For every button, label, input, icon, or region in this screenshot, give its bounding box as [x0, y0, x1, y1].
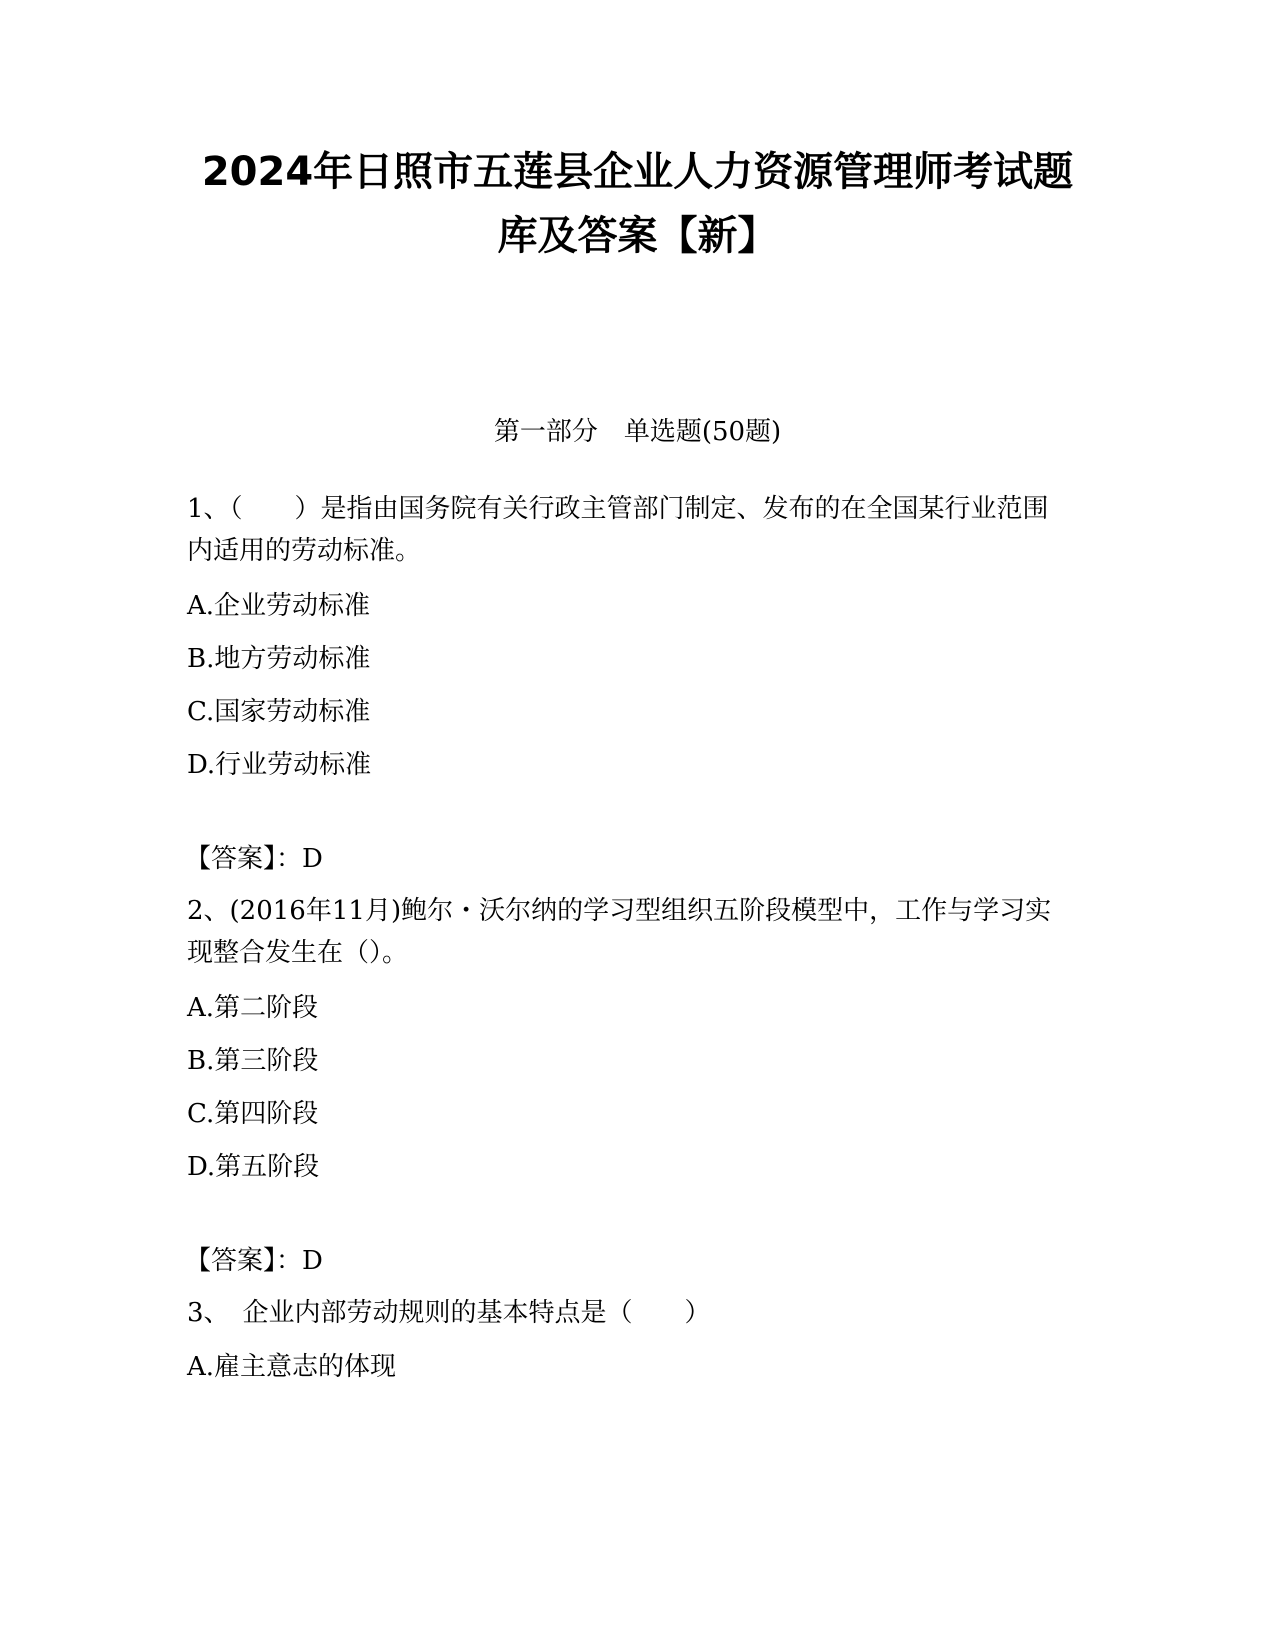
document-title [0, 140, 1275, 268]
question-1-option-a: A.企业劳动标准 [187, 591, 371, 621]
question-2-option-a: A.第二阶段 [187, 993, 319, 1023]
question-1-option-c: C.国家劳动标准 [187, 697, 371, 727]
question-2-option-c: C.第四阶段 [187, 1099, 319, 1129]
question-1-answer: 【答案】：D [185, 844, 323, 874]
section-heading: 第一部分 单选题(50题) [493, 417, 782, 447]
question-1-option-b: B.地方劳动标准 [187, 644, 371, 674]
question-2-option-d: D.第五阶段 [187, 1152, 320, 1182]
title-line-1: 2024年日照市五莲县企业人力资源管理师考试题 [201, 149, 1074, 195]
question-2-option-b: B.第三阶段 [187, 1046, 319, 1076]
question-2-answer: 【答案】：D [185, 1246, 323, 1276]
question-1-stem: 1、（ ）是指由国务院有关行政主管部门制定、发布的在全国某行业范围内适用的劳动标准。 [187, 494, 1049, 566]
title-line-2: 库及答案【新】 [497, 213, 778, 259]
question-3-option-a: A.雇主意志的体现 [187, 1352, 397, 1382]
question-1-option-d: D.行业劳动标准 [187, 750, 372, 780]
question-3-stem: 3、 企业内部劳动规则的基本特点是（ ） [187, 1298, 711, 1328]
question-2-stem: 2、(2016年11月)鲍尔・沃尔纳的学习型组织五阶段模型中，工作与学习实现整合发生在（）。 [187, 896, 1052, 968]
